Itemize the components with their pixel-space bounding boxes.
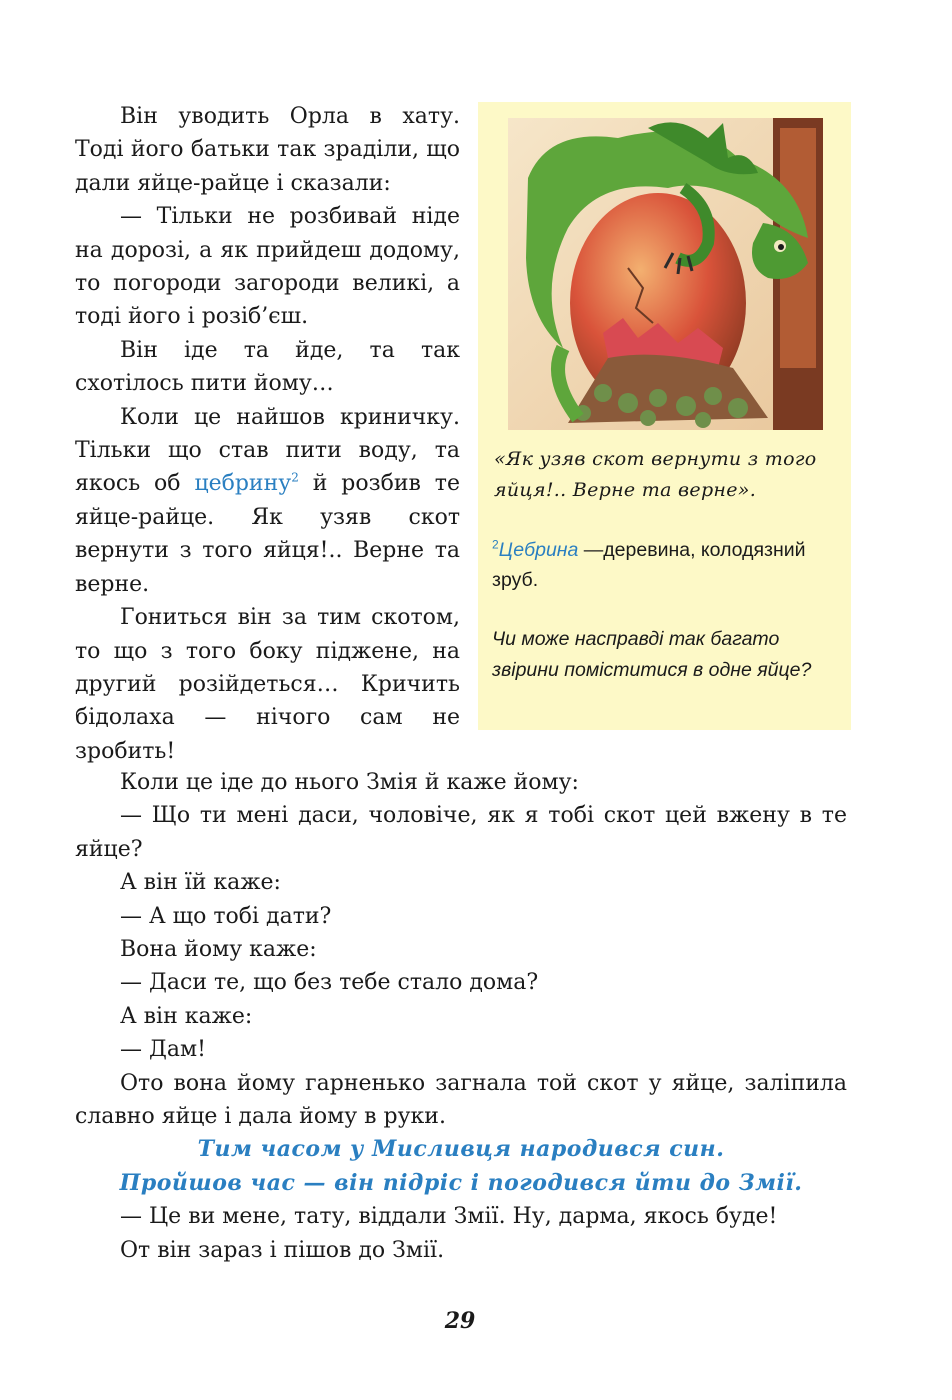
footnote <box>492 535 837 595</box>
page-number: 29 <box>444 1308 476 1334</box>
footnote-term: Цебрина <box>498 539 579 561</box>
paragraph: — Тільки не розбивай ніде на дорозі, а як прийдеш додому, то погороди загороди великі, а тоді його і розіб’єш. <box>75 204 460 330</box>
footnote-definition: —деревина, колодязний зруб. <box>492 539 806 591</box>
paragraph: Ото вона йому гарненько загнала той скот у яйце, заліпила славно яйце і дала йому в руки. <box>75 1070 847 1130</box>
left-text-column <box>75 100 460 768</box>
narrative-interlude-line: Тим часом у Мисливця народився син. <box>197 1136 725 1163</box>
footnote-term-link[interactable]: цебрину <box>194 471 292 497</box>
dialogue-line: — Даси те, що без тебе стало дома? <box>120 970 539 996</box>
reflection-question: Чи може насправді так багато звірини поміститися в одне яйце? <box>492 628 812 681</box>
dialogue-line: — А що тобі дати? <box>120 903 332 929</box>
dialogue-line: — Це ви мене, тату, віддали Змії. Ну, дарма, якось буде! <box>120 1204 778 1230</box>
footnote-number: 2 <box>492 537 499 552</box>
paragraph: Коли це іде до нього Змія й каже йому: <box>120 770 579 795</box>
paragraph-with-footnote <box>75 401 460 601</box>
sidebar-box <box>478 102 851 730</box>
paragraph-text: Коли це найшов криничку. Тільки що став пити воду, та якось об <box>75 404 460 497</box>
paragraph: Він уводить Орла в хату. Тоді його батьки так зраділи, що дали яйце-райце і сказали: <box>75 104 460 196</box>
narrative-interlude-line: Пройшов час — він підріс і погодився йти до Змії. <box>119 1169 803 1196</box>
dialogue-line: — Що ти мені даси, чоловіче, як я тобі скот цей вжену в те яйце? <box>75 803 847 862</box>
paragraph: А він каже: <box>120 1003 253 1029</box>
paragraph: Гониться він за тим скотом, то що з того боку піджене, на другий розійдеться… Кричить бідолаха — нічого сам не зробить! <box>75 605 460 764</box>
dialogue-line: — Дам! <box>120 1037 206 1063</box>
dragon-egg-illustration <box>508 118 823 430</box>
paragraph: От він зараз і пішов до Змії. <box>120 1237 445 1263</box>
footnote-marker: 2 <box>291 471 299 486</box>
illustration-caption: «Як узяв скот вернути з того яйця!.. Верне та верне». <box>494 448 817 501</box>
paragraph: Вона йому каже: <box>120 937 317 963</box>
paragraph-text: й розбив те яйце-райце. Як узяв скот вернути з того яйця!.. Верне та верне. <box>75 471 460 597</box>
paragraph: Він іде та йде, та так схотілось пити йому… <box>75 337 460 397</box>
full-width-text <box>75 766 847 1267</box>
paragraph: А він їй каже: <box>120 870 281 896</box>
